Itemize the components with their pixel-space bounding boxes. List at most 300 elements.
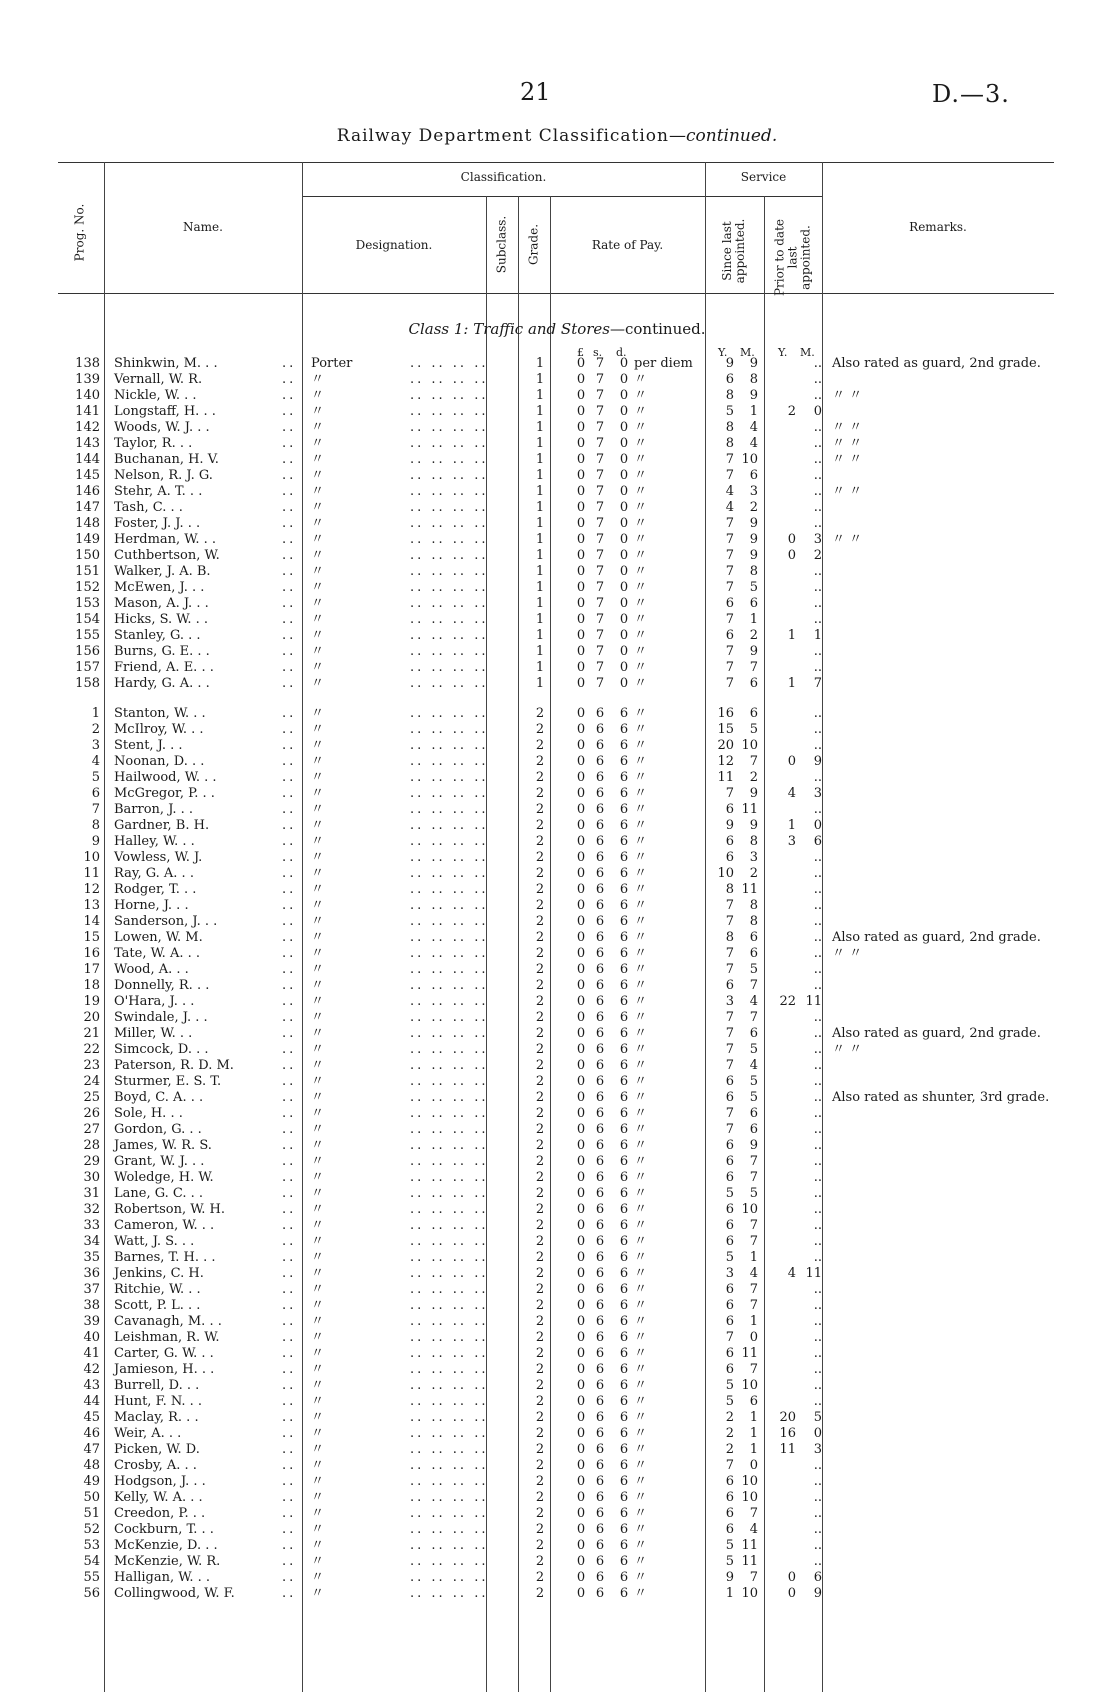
- cell-pence: 0: [619, 548, 629, 563]
- cell-since-years: 7: [725, 660, 734, 675]
- cell-pence: 6: [619, 1378, 629, 1393]
- cell-pay-period: 〃: [634, 1346, 648, 1361]
- leader-dots: ..: [282, 1074, 297, 1089]
- cell-shillings: 6: [595, 1362, 605, 1377]
- cell-since-years: 9: [725, 1570, 734, 1585]
- cell-remarks: Also rated as guard, 2nd grade.: [832, 1026, 1041, 1041]
- cell-prior-months: ..: [813, 1378, 822, 1393]
- cell-since-months: 4: [749, 436, 758, 451]
- cell-grade: 2: [535, 1090, 545, 1105]
- cell-since-months: 7: [749, 1506, 758, 1521]
- cell-grade: 2: [535, 1010, 545, 1025]
- cell-pounds: 0: [576, 580, 586, 595]
- leader-dots: .. .. .. ..: [410, 1522, 489, 1537]
- cell-prog-no: 30: [83, 1170, 100, 1185]
- cell-pay-period: 〃: [634, 1314, 648, 1329]
- cell-since-months: 7: [749, 1570, 758, 1585]
- leader-dots: ..: [282, 1090, 297, 1105]
- cell-prior-months: ..: [813, 1506, 822, 1521]
- cell-since-months: 11: [741, 802, 758, 817]
- cell-pay-period: 〃: [634, 532, 648, 547]
- cell-pounds: 0: [576, 882, 586, 897]
- cell-name: Stent, J. . .: [114, 738, 183, 753]
- leader-dots: .. .. .. ..: [410, 580, 489, 595]
- cell-pay-period: 〃: [634, 1090, 648, 1105]
- cell-prog-no: 38: [83, 1298, 100, 1313]
- cell-designation: 〃: [311, 1090, 325, 1105]
- cell-since-months: 7: [749, 1234, 758, 1249]
- cell-grade: 1: [535, 388, 545, 403]
- cell-pay-period: 〃: [634, 1122, 648, 1137]
- cell-shillings: 7: [595, 404, 605, 419]
- cell-since-years: 6: [725, 1282, 734, 1297]
- cell-since-years: 9: [725, 818, 734, 833]
- cell-name: Noonan, D. . .: [114, 754, 205, 769]
- cell-pounds: 0: [576, 1138, 586, 1153]
- cell-grade: 2: [535, 850, 545, 865]
- cell-designation: 〃: [311, 1378, 325, 1393]
- cell-prior-months: ..: [813, 706, 822, 721]
- cell-pence: 6: [619, 1122, 629, 1137]
- cell-grade: 2: [535, 1122, 545, 1137]
- cell-since-years: 6: [725, 1346, 734, 1361]
- header-remarks: Remarks.: [909, 220, 967, 234]
- cell-pay-period: 〃: [634, 1106, 648, 1121]
- cell-since-months: 7: [749, 754, 758, 769]
- cell-since-months: 10: [741, 1474, 758, 1489]
- cell-pay-period: 〃: [634, 834, 648, 849]
- cell-pounds: 0: [576, 834, 586, 849]
- cell-grade: 1: [535, 612, 545, 627]
- cell-grade: 1: [535, 452, 545, 467]
- leader-dots: ..: [282, 1458, 297, 1473]
- cell-pence: 6: [619, 1138, 629, 1153]
- cell-pounds: 0: [576, 1346, 586, 1361]
- cell-grade: 2: [535, 882, 545, 897]
- cell-shillings: 7: [595, 596, 605, 611]
- cell-since-years: 6: [725, 1506, 734, 1521]
- cell-pay-period: 〃: [634, 1394, 648, 1409]
- cell-shillings: 6: [595, 1218, 605, 1233]
- cell-name: Cockburn, T. . .: [114, 1522, 214, 1537]
- cell-pay-period: 〃: [634, 372, 648, 387]
- cell-designation: 〃: [311, 850, 325, 865]
- cell-pounds: 0: [576, 484, 586, 499]
- cell-pounds: 0: [576, 676, 586, 691]
- cell-pence: 6: [619, 738, 629, 753]
- cell-designation: 〃: [311, 660, 325, 675]
- cell-prior-months: ..: [813, 914, 822, 929]
- cell-grade: 2: [535, 754, 545, 769]
- leader-dots: ..: [282, 754, 297, 769]
- cell-prog-no: 47: [83, 1442, 100, 1457]
- cell-designation: 〃: [311, 1554, 325, 1569]
- cell-pence: 6: [619, 706, 629, 721]
- cell-designation: 〃: [311, 1026, 325, 1041]
- leader-dots: .. .. .. ..: [410, 1234, 489, 1249]
- cell-pounds: 0: [576, 1010, 586, 1025]
- cell-shillings: 7: [595, 660, 605, 675]
- cell-since-months: 11: [741, 1346, 758, 1361]
- cell-since-months: 7: [749, 1010, 758, 1025]
- cell-pounds: 0: [576, 1442, 586, 1457]
- leader-dots: ..: [282, 1522, 297, 1537]
- cell-prior-months: ..: [813, 770, 822, 785]
- cell-pence: 6: [619, 802, 629, 817]
- cell-shillings: 7: [595, 612, 605, 627]
- cell-name: O'Hara, J. . .: [114, 994, 195, 1009]
- section-heading-text: Class 1: Traffic and Stores: [408, 320, 610, 338]
- leader-dots: .. .. .. ..: [410, 1266, 489, 1281]
- cell-shillings: 7: [595, 548, 605, 563]
- cell-name: Ray, G. A. . .: [114, 866, 194, 881]
- cell-pay-period: 〃: [634, 818, 648, 833]
- cell-since-months: 9: [749, 388, 758, 403]
- leader-dots: ..: [282, 388, 297, 403]
- cell-pay-period: 〃: [634, 1186, 648, 1201]
- cell-pence: 6: [619, 1026, 629, 1041]
- cell-name: Hunt, F. N. . .: [114, 1394, 203, 1409]
- cell-name: Weir, A. . .: [114, 1426, 182, 1441]
- cell-designation: 〃: [311, 930, 325, 945]
- cell-shillings: 6: [595, 1314, 605, 1329]
- cell-prior-months: ..: [813, 882, 822, 897]
- cell-designation: 〃: [311, 914, 325, 929]
- cell-grade: 2: [535, 1330, 545, 1345]
- cell-prior-years: 1: [787, 676, 796, 691]
- cell-prog-no: 29: [83, 1154, 100, 1169]
- cell-grade: 2: [535, 914, 545, 929]
- cell-pay-period: 〃: [634, 882, 648, 897]
- leader-dots: ..: [282, 596, 297, 611]
- cell-prior-months: 0: [813, 404, 822, 419]
- cell-pence: 0: [619, 580, 629, 595]
- cell-pay-period: 〃: [634, 1058, 648, 1073]
- cell-shillings: 6: [595, 1426, 605, 1441]
- cell-name: Stanton, W. . .: [114, 706, 206, 721]
- cell-since-years: 7: [725, 468, 734, 483]
- leader-dots: ..: [282, 516, 297, 531]
- leader-dots: ..: [282, 1186, 297, 1201]
- cell-pay-period: 〃: [634, 1522, 648, 1537]
- leader-dots: .. .. .. ..: [410, 548, 489, 563]
- leader-dots: .. .. .. ..: [410, 1282, 489, 1297]
- cell-shillings: 6: [595, 1570, 605, 1585]
- cell-designation: 〃: [311, 754, 325, 769]
- cell-since-years: 6: [725, 1522, 734, 1537]
- header-top-rule: [58, 162, 1054, 163]
- cell-designation: 〃: [311, 1010, 325, 1025]
- cell-name: Jamieson, H. . .: [114, 1362, 215, 1377]
- cell-pay-period: 〃: [634, 1506, 648, 1521]
- cell-pay-period: 〃: [634, 484, 648, 499]
- cell-name: Taylor, R. . .: [114, 436, 193, 451]
- cell-name: Tate, W. A. . .: [114, 946, 200, 961]
- cell-since-years: 7: [725, 1122, 734, 1137]
- cell-pence: 6: [619, 898, 629, 913]
- leader-dots: ..: [282, 898, 297, 913]
- leader-dots: .. .. .. ..: [410, 452, 489, 467]
- leader-dots: .. .. .. ..: [410, 1490, 489, 1505]
- cell-grade: 2: [535, 1410, 545, 1425]
- cell-prior-years: 1: [787, 818, 796, 833]
- cell-since-years: 7: [725, 564, 734, 579]
- cell-designation: 〃: [311, 1106, 325, 1121]
- cell-grade: 2: [535, 994, 545, 1009]
- cell-prog-no: 151: [75, 564, 100, 579]
- cell-pounds: 0: [576, 898, 586, 913]
- cell-pounds: 0: [576, 388, 586, 403]
- leader-dots: ..: [282, 580, 297, 595]
- cell-designation: 〃: [311, 1570, 325, 1585]
- leader-dots: ..: [282, 1298, 297, 1313]
- cell-pence: 6: [619, 946, 629, 961]
- leader-dots: .. .. .. ..: [410, 850, 489, 865]
- cell-since-months: 9: [749, 516, 758, 531]
- cell-designation: 〃: [311, 1522, 325, 1537]
- leader-dots: ..: [282, 1442, 297, 1457]
- cell-pay-period: 〃: [634, 1218, 648, 1233]
- cell-pay-period: 〃: [634, 1250, 648, 1265]
- cell-grade: 2: [535, 1474, 545, 1489]
- cell-prog-no: 41: [83, 1346, 100, 1361]
- cell-name: Cavanagh, M. . .: [114, 1314, 222, 1329]
- cell-pounds: 0: [576, 1506, 586, 1521]
- leader-dots: ..: [282, 1554, 297, 1569]
- leader-dots: .. .. .. ..: [410, 356, 489, 371]
- cell-pounds: 0: [576, 628, 586, 643]
- cell-prior-months: ..: [813, 1234, 822, 1249]
- cell-prior-months: ..: [813, 978, 822, 993]
- cell-since-months: 5: [749, 962, 758, 977]
- leader-dots: .. .. .. ..: [410, 676, 489, 691]
- cell-since-years: 6: [725, 1474, 734, 1489]
- leader-dots: ..: [282, 1170, 297, 1185]
- cell-prior-months: ..: [813, 722, 822, 737]
- cell-grade: 2: [535, 1202, 545, 1217]
- leader-dots: ..: [282, 802, 297, 817]
- cell-pay-period: 〃: [634, 612, 648, 627]
- cell-prog-no: 5: [91, 770, 100, 785]
- leader-dots: ..: [282, 1426, 297, 1441]
- cell-prior-months: 7: [813, 676, 822, 691]
- cell-name: Sanderson, J. . .: [114, 914, 218, 929]
- cell-since-months: 5: [749, 1090, 758, 1105]
- leader-dots: .. .. .. ..: [410, 978, 489, 993]
- leader-dots: .. .. .. ..: [410, 1058, 489, 1073]
- cell-pay-period: 〃: [634, 1554, 648, 1569]
- leader-dots: .. .. .. ..: [410, 914, 489, 929]
- cell-designation: 〃: [311, 1202, 325, 1217]
- cell-since-months: 3: [749, 850, 758, 865]
- cell-designation: 〃: [311, 628, 325, 643]
- cell-shillings: 6: [595, 1234, 605, 1249]
- cell-prior-months: ..: [813, 1042, 822, 1057]
- cell-pay-period: 〃: [634, 628, 648, 643]
- leader-dots: .. .. .. ..: [410, 1170, 489, 1185]
- cell-shillings: 6: [595, 1074, 605, 1089]
- cell-since-months: 1: [749, 404, 758, 419]
- cell-shillings: 7: [595, 484, 605, 499]
- cell-pounds: 0: [576, 1554, 586, 1569]
- cell-pay-period: 〃: [634, 564, 648, 579]
- cell-pence: 6: [619, 1346, 629, 1361]
- cell-shillings: 6: [595, 866, 605, 881]
- cell-pounds: 0: [576, 706, 586, 721]
- cell-pence: 6: [619, 994, 629, 1009]
- cell-name: Barron, J. . .: [114, 802, 194, 817]
- cell-pay-period: 〃: [634, 1458, 648, 1473]
- cell-prior-months: ..: [813, 1202, 822, 1217]
- leader-dots: ..: [282, 1010, 297, 1025]
- cell-pence: 0: [619, 660, 629, 675]
- cell-pence: 0: [619, 356, 629, 371]
- cell-since-years: 1: [725, 1586, 734, 1601]
- cell-prior-months: ..: [813, 420, 822, 435]
- cell-pence: 6: [619, 1234, 629, 1249]
- leader-dots: .. .. .. ..: [410, 946, 489, 961]
- leader-dots: .. .. .. ..: [410, 962, 489, 977]
- cell-name: Vowless, W. J.: [114, 850, 203, 865]
- leader-dots: ..: [282, 978, 297, 993]
- cell-since-months: 4: [749, 420, 758, 435]
- leader-dots: .. .. .. ..: [410, 1506, 489, 1521]
- cell-since-months: 7: [749, 978, 758, 993]
- cell-prog-no: 141: [75, 404, 100, 419]
- unit-months-since: M.: [740, 346, 755, 359]
- cell-since-months: 6: [749, 676, 758, 691]
- leader-dots: ..: [282, 994, 297, 1009]
- cell-since-months: 8: [749, 834, 758, 849]
- cell-name: Donnelly, R. . .: [114, 978, 210, 993]
- cell-pay-period: 〃: [634, 1490, 648, 1505]
- cell-since-years: 10: [717, 866, 734, 881]
- cell-pounds: 0: [576, 1314, 586, 1329]
- cell-prog-no: 51: [83, 1506, 100, 1521]
- cell-prog-no: 16: [83, 946, 100, 961]
- cell-shillings: 7: [595, 676, 605, 691]
- cell-prior-years: 3: [787, 834, 796, 849]
- cell-prior-months: ..: [813, 1330, 822, 1345]
- cell-since-months: 5: [749, 722, 758, 737]
- cell-designation: 〃: [311, 612, 325, 627]
- leader-dots: ..: [282, 1218, 297, 1233]
- cell-shillings: 6: [595, 706, 605, 721]
- cell-since-months: 6: [749, 930, 758, 945]
- cell-name: Mason, A. J. . .: [114, 596, 209, 611]
- leader-dots: ..: [282, 1202, 297, 1217]
- cell-prog-no: 31: [83, 1186, 100, 1201]
- cell-since-months: 6: [749, 706, 758, 721]
- cell-name: Gardner, B. H.: [114, 818, 210, 833]
- cell-remarks: Also rated as shunter, 3rd grade.: [832, 1090, 1050, 1105]
- leader-dots: .. .. .. ..: [410, 1106, 489, 1121]
- cell-name: Sturmer, E. S. T.: [114, 1074, 222, 1089]
- cell-pay-period: 〃: [634, 660, 648, 675]
- cell-grade: 2: [535, 1394, 545, 1409]
- cell-shillings: 6: [595, 802, 605, 817]
- cell-since-years: 7: [725, 580, 734, 595]
- cell-shillings: 6: [595, 1138, 605, 1153]
- cell-name: Friend, A. E. . .: [114, 660, 214, 675]
- cell-shillings: 6: [595, 1202, 605, 1217]
- cell-name: Walker, J. A. B.: [114, 564, 211, 579]
- cell-pay-period: 〃: [634, 1378, 648, 1393]
- cell-shillings: 6: [595, 738, 605, 753]
- leader-dots: ..: [282, 372, 297, 387]
- cell-prior-months: ..: [813, 1058, 822, 1073]
- leader-dots: ..: [282, 660, 297, 675]
- cell-grade: 1: [535, 500, 545, 515]
- cell-grade: 2: [535, 1378, 545, 1393]
- leader-dots: .. .. .. ..: [410, 882, 489, 897]
- leader-dots: ..: [282, 834, 297, 849]
- cell-prior-years: 1: [787, 628, 796, 643]
- cell-prog-no: 49: [83, 1474, 100, 1489]
- cell-prior-months: ..: [813, 612, 822, 627]
- cell-shillings: 6: [595, 994, 605, 1009]
- leader-dots: ..: [282, 1362, 297, 1377]
- cell-designation: 〃: [311, 1442, 325, 1457]
- cell-since-months: 10: [741, 1202, 758, 1217]
- cell-since-years: 6: [725, 1298, 734, 1313]
- cell-prior-years: 11: [779, 1442, 796, 1457]
- cell-prior-months: ..: [813, 1138, 822, 1153]
- cell-pence: 6: [619, 1058, 629, 1073]
- cell-prog-no: 157: [75, 660, 100, 675]
- unit-months-prior: M.: [800, 346, 815, 359]
- cell-grade: 1: [535, 484, 545, 499]
- leader-dots: ..: [282, 1122, 297, 1137]
- cell-name: Wood, A. . .: [114, 962, 189, 977]
- cell-name: Miller, W. . .: [114, 1026, 193, 1041]
- cell-prior-months: ..: [813, 452, 822, 467]
- cell-shillings: 6: [595, 1586, 605, 1601]
- leader-dots: .. .. .. ..: [410, 1010, 489, 1025]
- cell-pence: 0: [619, 388, 629, 403]
- cell-name: Kelly, W. A. . .: [114, 1490, 203, 1505]
- cell-grade: 2: [535, 1522, 545, 1537]
- cell-pay-period: 〃: [634, 644, 648, 659]
- cell-shillings: 6: [595, 898, 605, 913]
- leader-dots: .. .. .. ..: [410, 1074, 489, 1089]
- cell-name: James, W. R. S.: [114, 1138, 212, 1153]
- cell-name: McEwen, J. . .: [114, 580, 205, 595]
- cell-pay-period: 〃: [634, 1586, 648, 1601]
- cell-pence: 0: [619, 596, 629, 611]
- cell-pay-period: 〃: [634, 404, 648, 419]
- cell-pence: 0: [619, 676, 629, 691]
- cell-pounds: 0: [576, 1154, 586, 1169]
- cell-prog-no: 27: [83, 1122, 100, 1137]
- cell-since-years: 8: [725, 436, 734, 451]
- cell-since-months: 7: [749, 1218, 758, 1233]
- cell-designation: 〃: [311, 420, 325, 435]
- leader-dots: .. .. .. ..: [410, 564, 489, 579]
- cell-prog-no: 12: [83, 882, 100, 897]
- leader-dots: ..: [282, 404, 297, 419]
- cell-pounds: 0: [576, 1362, 586, 1377]
- cell-prog-no: 13: [83, 898, 100, 913]
- cell-since-months: 9: [749, 548, 758, 563]
- cell-remarks: Also rated as guard, 2nd grade.: [832, 930, 1041, 945]
- cell-designation: 〃: [311, 500, 325, 515]
- cell-since-years: 5: [725, 404, 734, 419]
- cell-grade: 2: [535, 1346, 545, 1361]
- leader-dots: ..: [282, 1314, 297, 1329]
- leader-dots: .. .. .. ..: [410, 1138, 489, 1153]
- cell-grade: 2: [535, 1250, 545, 1265]
